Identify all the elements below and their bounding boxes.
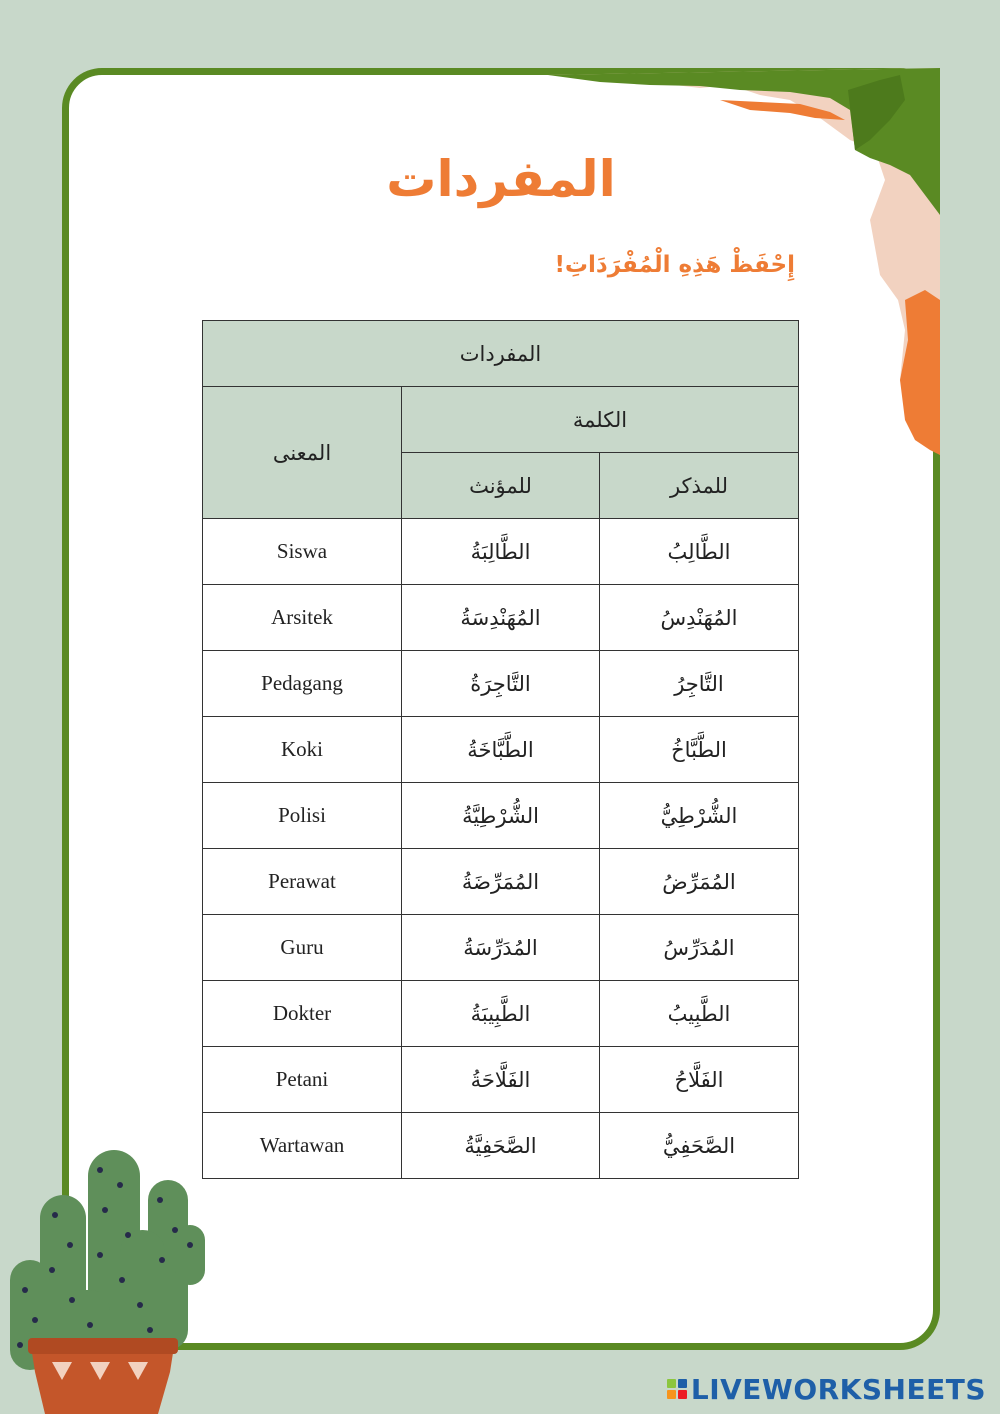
meaning-cell: Pedagang xyxy=(203,651,402,717)
masculine-cell: الصَّحَفِيُّ xyxy=(600,1113,799,1179)
liveworksheets-brand xyxy=(667,1370,986,1408)
page-title: المفردات xyxy=(386,150,616,208)
table-row xyxy=(203,651,799,717)
masculine-cell: التَّاجِرُ xyxy=(600,651,799,717)
feminine-cell: المُدَرِّسَةُ xyxy=(402,915,600,981)
cactus-pot-icon xyxy=(0,1140,230,1414)
meaning-header: المعنى xyxy=(203,387,402,519)
masculine-cell: المُمَرِّضُ xyxy=(600,849,799,915)
masculine-cell: المُهَنْدِسُ xyxy=(600,585,799,651)
meaning-cell: Wartawan xyxy=(203,1113,402,1179)
feminine-header: للمؤنث xyxy=(402,453,600,519)
meaning-cell: Polisi xyxy=(203,783,402,849)
meaning-cell: Perawat xyxy=(203,849,402,915)
table-row xyxy=(203,981,799,1047)
meaning-cell: Arsitek xyxy=(203,585,402,651)
feminine-cell: الفَلَّاحَةُ xyxy=(402,1047,600,1113)
table-row xyxy=(203,1113,799,1179)
table-row xyxy=(203,1047,799,1113)
table-row xyxy=(203,849,799,915)
feminine-cell: الصَّحَفِيَّةُ xyxy=(402,1113,600,1179)
word-header: الكلمة xyxy=(402,387,799,453)
feminine-cell: التَّاجِرَةُ xyxy=(402,651,600,717)
vocabulary-table xyxy=(202,320,799,1179)
masculine-cell: الطَّبِيبُ xyxy=(600,981,799,1047)
feminine-cell: المُهَنْدِسَةُ xyxy=(402,585,600,651)
liveworksheets-logo-icon xyxy=(667,1379,687,1399)
masculine-cell: الفَلَّاحُ xyxy=(600,1047,799,1113)
masculine-cell: الطَّبَّاخُ xyxy=(600,717,799,783)
masculine-cell: المُدَرِّسُ xyxy=(600,915,799,981)
meaning-cell: Dokter xyxy=(203,981,402,1047)
brand-name: LIVEWORKSHEETS xyxy=(690,1372,986,1406)
table-row xyxy=(203,783,799,849)
table-row xyxy=(203,585,799,651)
table-row xyxy=(203,915,799,981)
feminine-cell: الطَّالِبَةُ xyxy=(402,519,600,585)
meaning-cell: Koki xyxy=(203,717,402,783)
feminine-cell: الطَّبِيبَةُ xyxy=(402,981,600,1047)
feminine-cell: الشُّرْطِيَّةُ xyxy=(402,783,600,849)
feminine-cell: الطَّبَّاخَةُ xyxy=(402,717,600,783)
meaning-cell: Siswa xyxy=(203,519,402,585)
meaning-cell: Petani xyxy=(203,1047,402,1113)
table-row xyxy=(203,717,799,783)
meaning-cell: Guru xyxy=(203,915,402,981)
masculine-cell: الشُّرْطِيُّ xyxy=(600,783,799,849)
page-subtitle: إِحْفَظْ هَذِهِ الْمُفْرَدَاتِ! xyxy=(554,252,795,278)
table-row xyxy=(203,519,799,585)
masculine-header: للمذكر xyxy=(600,453,799,519)
table-title-cell: المفردات xyxy=(203,321,799,387)
masculine-cell: الطَّالِبُ xyxy=(600,519,799,585)
feminine-cell: المُمَرِّضَةُ xyxy=(402,849,600,915)
